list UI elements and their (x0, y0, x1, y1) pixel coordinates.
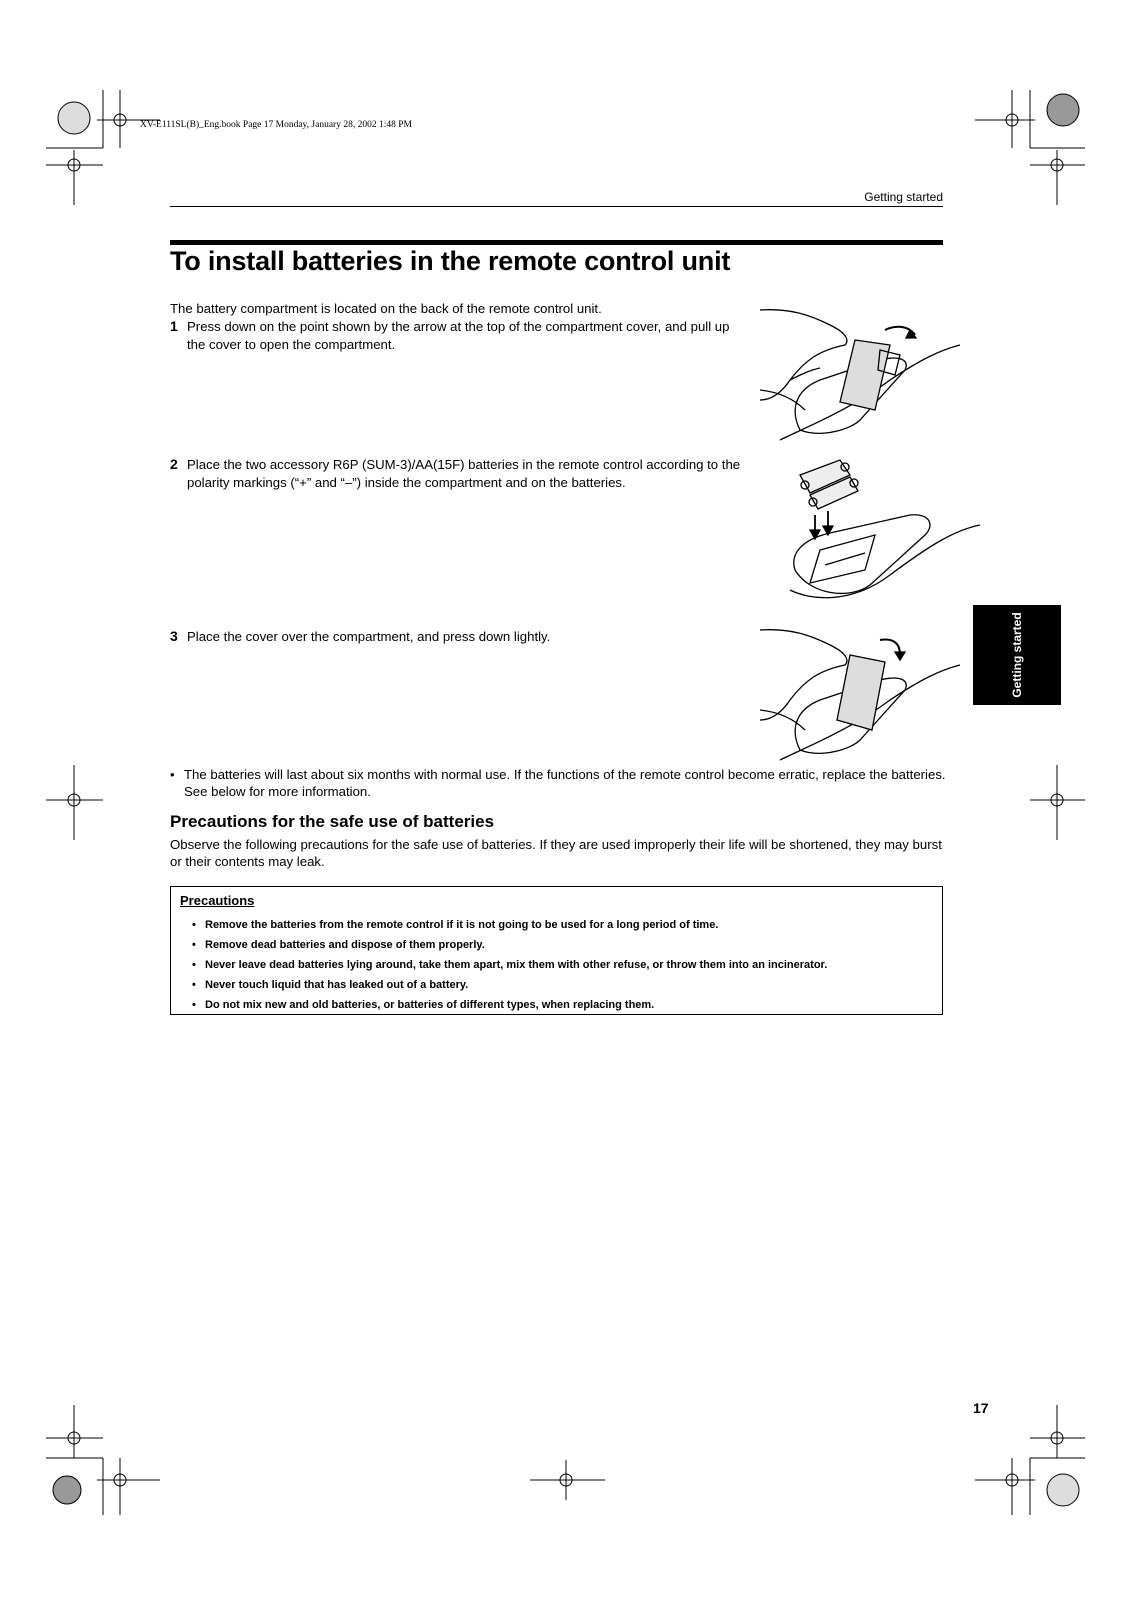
precautions-box-title: Precautions (180, 893, 255, 908)
battery-life-note (170, 766, 960, 800)
precautions-box (170, 886, 943, 1015)
print-header: XV-E111SL(B)_Eng.book Page 17 Monday, January 28, 2002 1:48 PM (140, 120, 412, 130)
page-title: To install batteries in the remote control unit (170, 246, 731, 276)
section-label: Getting started (864, 190, 943, 204)
list-item: • Never touch liquid that has leaked out of a battery. (189, 975, 827, 995)
header-rule (170, 206, 943, 207)
step-1 (170, 318, 745, 354)
page-number: 17 (973, 1400, 989, 1416)
step-number: 1 (170, 318, 178, 334)
side-tab (973, 605, 1061, 705)
intro-text: The battery compartment is located on the back of the remote control unit. (170, 301, 602, 316)
list-item: • Remove dead batteries and dispose of them properly. (189, 935, 827, 955)
list-item: • Never leave dead batteries lying around, take them apart, mix them with other refuse, or throw them into an incinerator. (189, 955, 827, 975)
list-item: • Remove the batteries from the remote control if it is not going to be used for a long period of time. (189, 915, 827, 935)
step-text: Place the two accessory R6P (SUM-3)/AA(15F) batteries in the remote control according to the polarity markings (“+” and “–”) inside the compartment and on the batteries. (187, 457, 741, 490)
step-number: 3 (170, 628, 178, 644)
precautions-list (189, 915, 827, 1015)
battery-insert-illustration (780, 455, 980, 605)
note-bullet: • (170, 767, 175, 782)
precautions-heading: Precautions for the safe use of batteries (170, 812, 495, 831)
remote-cover-close-illustration (760, 620, 960, 760)
list-item: • Do not mix new and old batteries, or batteries of different types, when replacing them. (189, 995, 827, 1015)
side-tab-label: Getting started (1010, 612, 1024, 698)
step-text: Place the cover over the compartment, and press down lightly. (187, 629, 551, 644)
remote-cover-open-illustration (760, 300, 960, 440)
step-2 (170, 456, 745, 492)
step-3 (170, 628, 745, 646)
step-text: Press down on the point shown by the arrow at the top of the compartment cover, and pull up the cover to open the compartment. (187, 319, 730, 352)
step-number: 2 (170, 456, 178, 472)
precautions-intro: Observe the following precautions for the safe use of batteries. If they are used improperly their life will be shortened, they may burst or their contents may leak. (170, 837, 942, 869)
note-text: The batteries will last about six months with normal use. If the functions of the remote control become erratic, replace the batteries. See below for more information. (184, 767, 946, 799)
title-bar (170, 240, 943, 245)
